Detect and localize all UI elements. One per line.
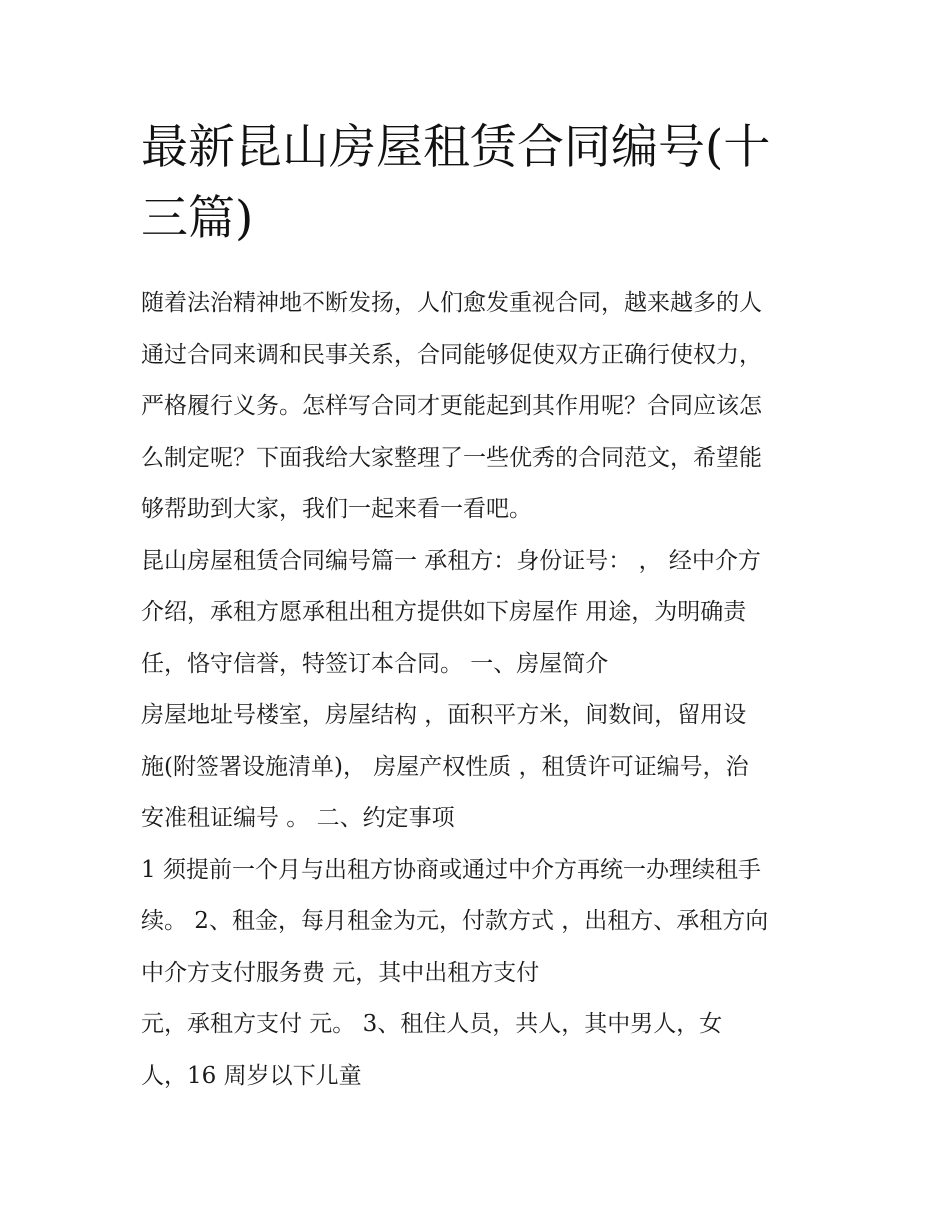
body-line: 任，恪守信誉，特签订本合同。 一、房屋简介 <box>141 650 609 677</box>
body-line: 严格履行义务。怎样写合同才更能起到其作用呢？合同应该怎 <box>141 393 762 419</box>
body-line: 安准租证编号 。 二、约定事项 <box>141 805 455 831</box>
body-line: 1 须提前一个月与出租方协商或通过中介方再统一办理续租手 <box>141 856 761 883</box>
document-title <box>141 112 831 254</box>
title-line: 三篇) <box>141 191 254 246</box>
document-body <box>141 278 831 1102</box>
body-line: 通过合同来调和民事关系，合同能够促使双方正确行使权力， <box>141 341 762 368</box>
body-line: 元，承租方支付 元。 3、租住人员，共人，其中男人，女 <box>141 1011 723 1037</box>
body-line: 随着法治精神地不断发扬，人们愈发重视合同，越来越多的人 <box>141 290 762 316</box>
body-line: 续。 2、租金，每月租金为元，付款方式 ，出租方、承租方向 <box>141 908 769 934</box>
body-line: 中介方支付服务费 元，其中出租方支付 <box>141 959 540 986</box>
body-line: 房屋地址号楼室，房屋结构 ，面积平方米，间数间，留用设 <box>141 702 747 728</box>
body-line: 么制定呢？下面我给大家整理了一些优秀的合同范文，希望能 <box>141 444 762 471</box>
body-line: 施(附签署设施清单)， 房屋产权性质 ，租赁许可证编号，治 <box>141 753 749 780</box>
body-line: 介绍，承租方愿承租出租方提供如下房屋作 用途，为明确责 <box>141 599 747 625</box>
body-line: 昆山房屋租赁合同编号篇一 承租方：身份证号： ， 经中介方 <box>141 547 761 574</box>
body-line: 人，16 周岁以下儿童 <box>141 1062 362 1089</box>
body-line: 够帮助到大家，我们一起来看一看吧。 <box>141 496 532 522</box>
title-line: 最新昆山房屋租赁合同编号(十 <box>141 120 771 175</box>
